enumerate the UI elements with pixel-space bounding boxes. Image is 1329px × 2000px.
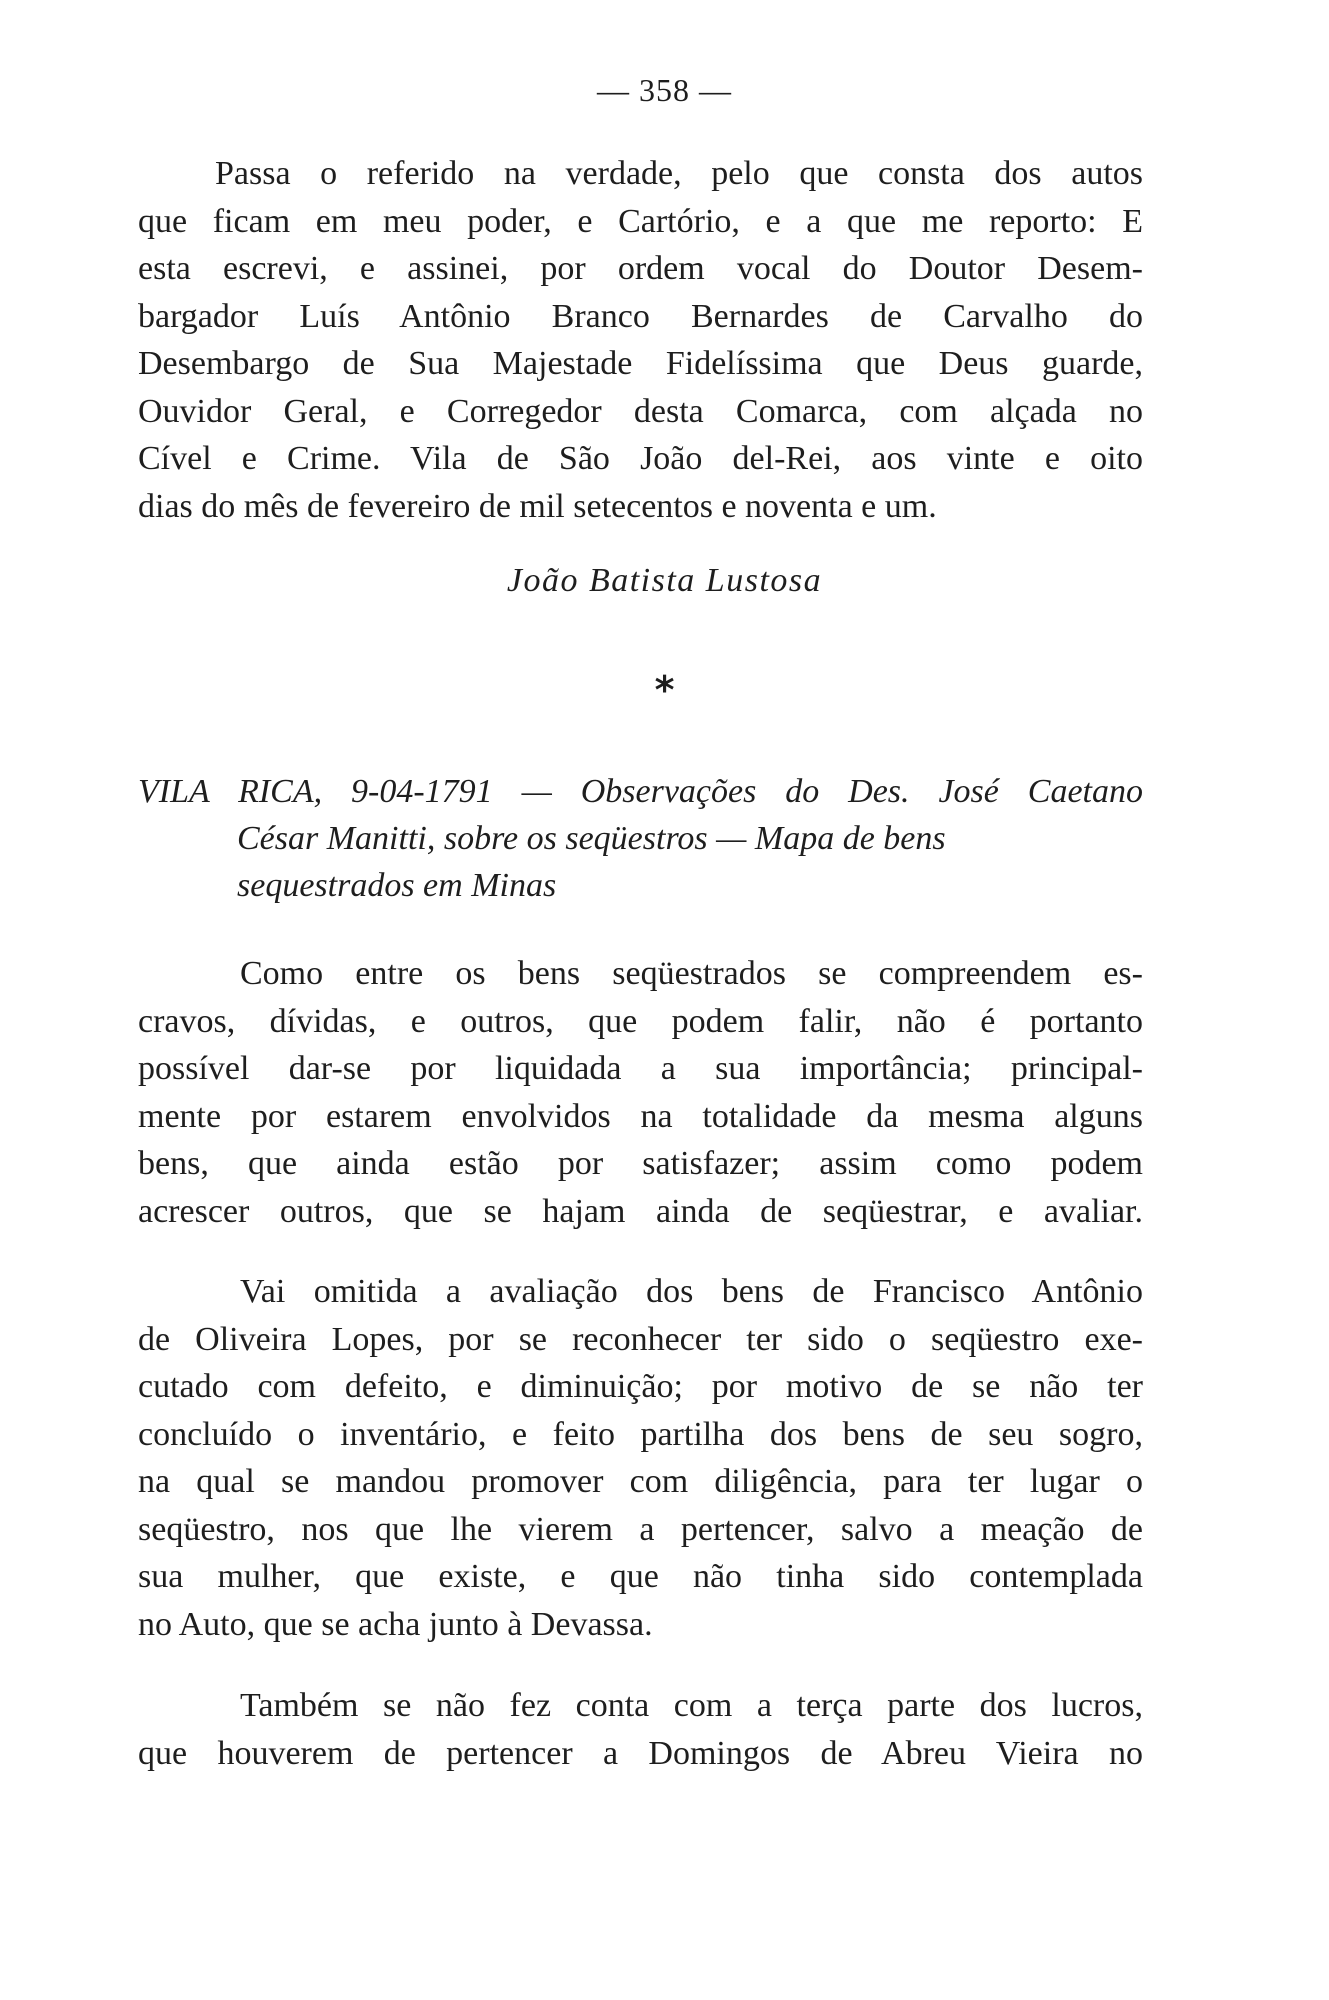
text-line: cravos, dívidas, e outros, que podem falir, não é portanto (138, 1002, 1143, 1040)
heading-line: VILA RICA, 9-04-1791 — Observações do Des. José Caetano (138, 773, 1143, 810)
section-heading (138, 768, 1143, 909)
text-line: mente por estarem envolvidos na totalidade da mesma alguns (138, 1097, 1143, 1135)
text-line: de Oliveira Lopes, por se reconhecer ter sido o seqüestro exe- (138, 1320, 1143, 1358)
text-line: bens, que ainda estão por satisfazer; assim como podem (138, 1145, 1143, 1182)
text-line: Passa o referido na verdade, pelo que consta dos autos (215, 155, 1143, 192)
text-line: possível dar-se por liquidada a sua importância; principal- (138, 1050, 1143, 1087)
asterisk-separator: * (654, 668, 675, 712)
text-line: dias do mês de fevereiro de mil setecentos e noventa e um. (138, 487, 937, 525)
paragraph-seized-goods (138, 950, 1143, 1235)
text-line: que houverem de pertencer a Domingos de Abreu Vieira no (138, 1734, 1143, 1772)
text-line: no Auto, que se acha junto à Devassa. (138, 1605, 653, 1643)
paragraph-certificate (138, 150, 1143, 530)
text-line: que ficam em meu poder, e Cartório, e a que me reporto: E (138, 202, 1143, 240)
text-line: bargador Luís Antônio Branco Bernardes de Carvalho do (138, 297, 1143, 335)
signature: João Batista Lustosa (506, 562, 823, 599)
text-line: seqüestro, nos que lhe vierem a pertencer, salvo a meação de (138, 1510, 1143, 1548)
text-line: acrescer outros, que se hajam ainda de seqüestrar, e avaliar. (138, 1192, 1143, 1230)
paragraph-omitted-evaluation (138, 1268, 1143, 1648)
text-line: Vai omitida a avaliação dos bens de Francisco Antônio (240, 1273, 1143, 1310)
text-line: cutado com defeito, e diminuição; por motivo de se não ter (138, 1368, 1143, 1405)
page-number: — 358 — (597, 72, 732, 108)
text-line: na qual se mandou promover com diligência, para ter lugar o (138, 1463, 1143, 1500)
text-line: Também se não fez conta com a terça parte dos lucros, (240, 1687, 1143, 1724)
text-line: sua mulher, que existe, e que não tinha sido contemplada (138, 1558, 1143, 1595)
heading-line: sequestrados em Minas (237, 867, 557, 904)
text-line: concluído o inventário, e feito partilha dos bens de seu sogro, (138, 1415, 1143, 1453)
text-line: Cível e Crime. Vila de São João del-Rei, aos vinte e oito (138, 440, 1143, 477)
text-line: Ouvidor Geral, e Corregedor desta Comarca, com alçada no (138, 392, 1143, 430)
text-line: esta escrevi, e assinei, por ordem vocal do Doutor Desem- (138, 250, 1143, 287)
text-line: Desembargo de Sua Majestade Fidelíssima que Deus guarde, (138, 345, 1143, 382)
text-line: Como entre os bens seqüestrados se compreendem es- (240, 955, 1143, 992)
heading-line: César Manitti, sobre os seqüestros — Mapa de bens (237, 820, 946, 857)
paragraph-profits (138, 1682, 1143, 1777)
